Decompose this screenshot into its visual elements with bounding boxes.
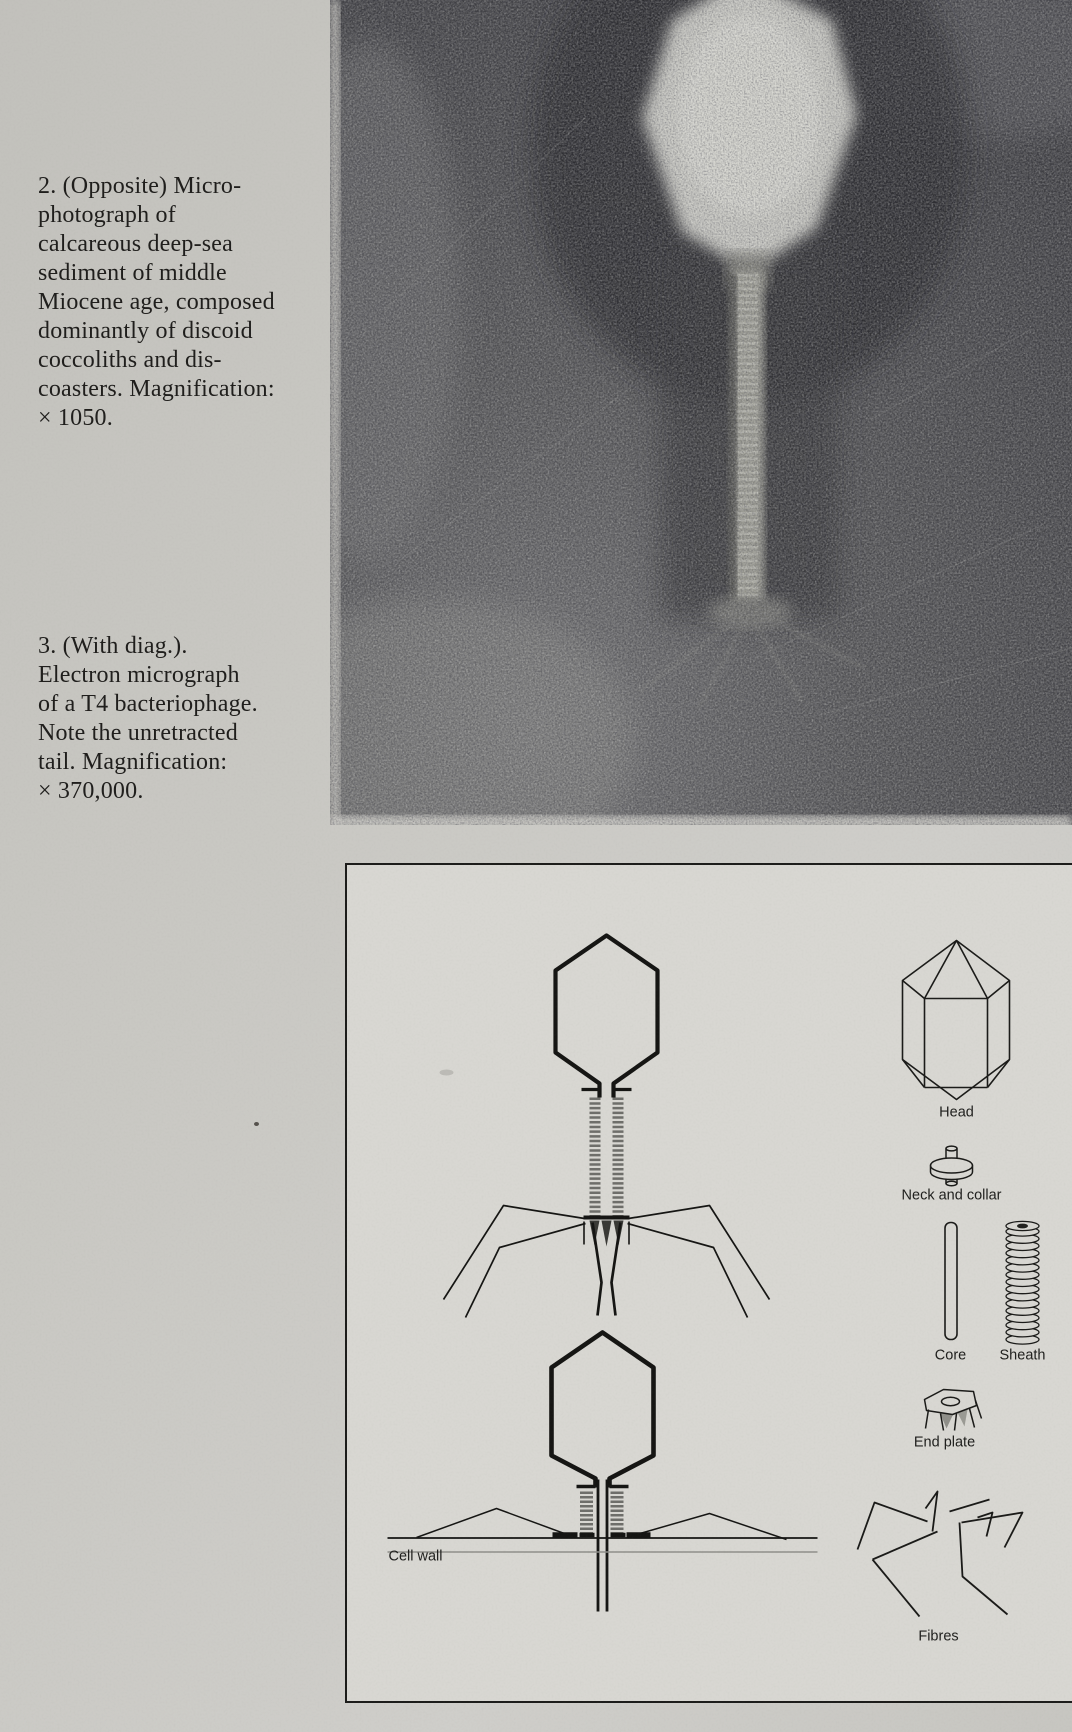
part-sheath-drawing [1006, 1221, 1039, 1344]
caption-line: tail. Magnification: [38, 749, 228, 775]
bacteriophage-diagram-panel [345, 863, 1072, 1703]
phage-contracted-drawing [388, 1333, 818, 1612]
caption-line: Miocene age, composed [38, 289, 275, 315]
figure-caption-2 [38, 172, 316, 433]
part-fibres-drawing [858, 1492, 1023, 1617]
label-head: Head [939, 1104, 974, 1121]
caption-line: Note the unretracted [38, 720, 238, 746]
label-end-plate: End plate [913, 1434, 976, 1451]
intact-head-outline [556, 936, 658, 1098]
caption-line: sediment of middle [38, 260, 227, 286]
label-core: Core [934, 1347, 967, 1364]
caption-line: 2. (Opposite) Micro- [38, 173, 242, 199]
caption-line: × 1050. [38, 405, 113, 431]
part-head-drawing [903, 941, 1010, 1100]
phage-intact-drawing [444, 936, 770, 1318]
bacteriophage-diagram [347, 865, 1071, 1700]
caption-line: calcareous deep-sea [38, 231, 234, 257]
electron-micrograph-photo [330, 0, 1072, 825]
figure-caption-3 [38, 632, 316, 806]
caption-line: 3. (With diag.). [38, 633, 188, 659]
part-neck-collar-drawing [931, 1146, 973, 1186]
page-speck [254, 1122, 259, 1126]
contracted-head-outline [552, 1333, 654, 1488]
caption-line: coasters. Magnification: [38, 376, 275, 402]
label-neck-and-collar: Neck and collar [901, 1187, 1002, 1204]
part-core-drawing [945, 1223, 957, 1340]
label-cell-wall: Cell wall [388, 1548, 443, 1565]
caption-line: dominantly of discoid [38, 318, 253, 344]
micrograph-rendering [330, 0, 1072, 825]
label-fibres: Fibres [918, 1628, 959, 1645]
caption-line: coccoliths and dis- [38, 347, 222, 373]
part-end-plate-drawing [925, 1390, 982, 1431]
caption-line: photograph of [38, 202, 176, 228]
caption-line: of a T4 bacteriophage. [38, 691, 258, 717]
label-sheath: Sheath [999, 1347, 1046, 1364]
caption-line: Electron micrograph [38, 662, 240, 688]
caption-line: × 370,000. [38, 778, 144, 804]
